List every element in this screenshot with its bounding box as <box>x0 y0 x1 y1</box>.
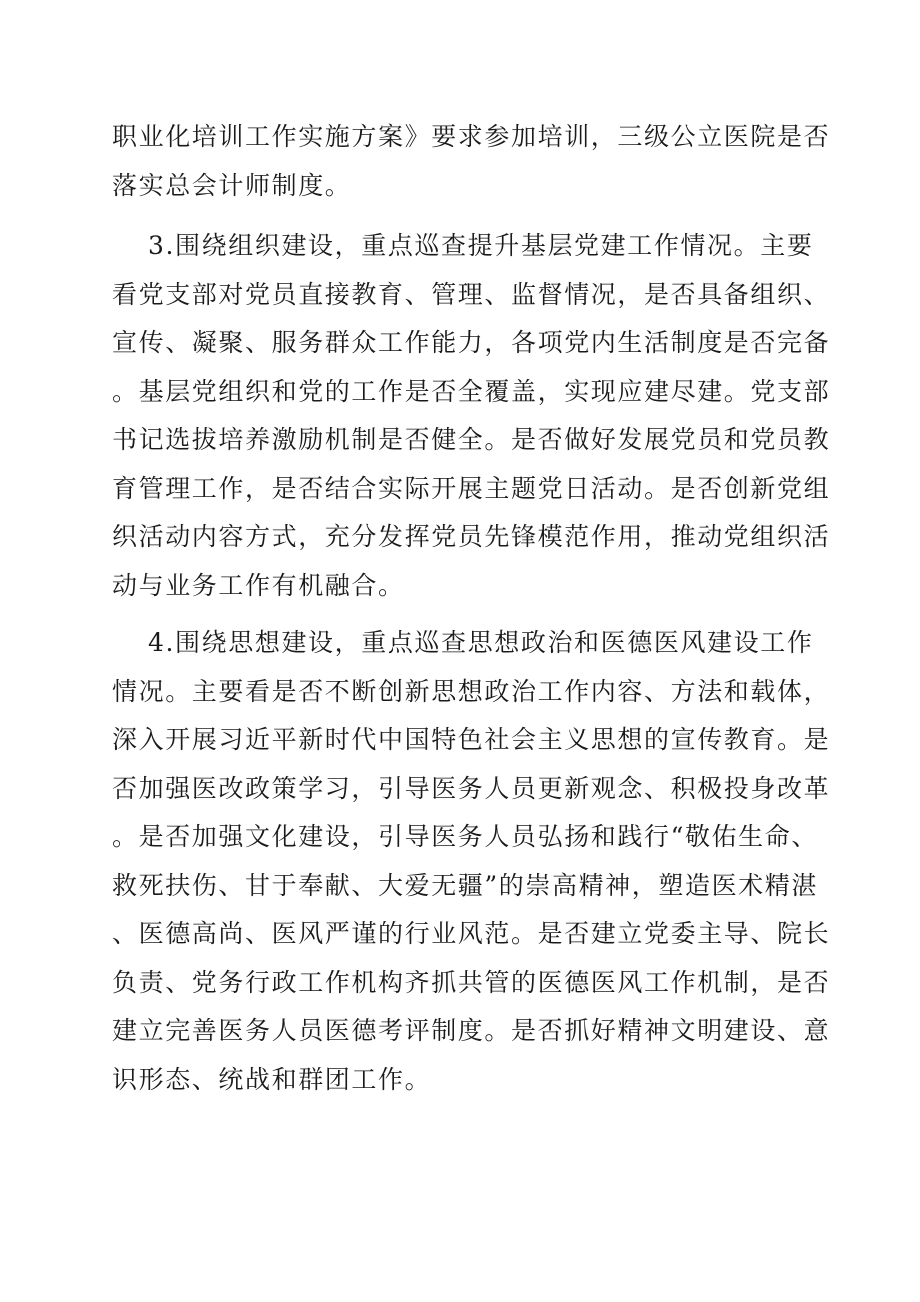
paragraph-organization-building <box>112 222 831 610</box>
paragraph-line: 育管理工作，是否结合实际开展主题党日活动。是否创新党组 <box>112 473 831 503</box>
paragraph-line: 识形态、统战和群团工作。 <box>112 1064 432 1094</box>
paragraph-line: 。是否加强文化建设，引导医务人员弘扬和践行“敬佑生命、 <box>112 822 818 851</box>
paragraph-line: 建立完善医务人员医德考评制度。是否抓好精神文明建设、意 <box>112 1016 831 1045</box>
paragraph-line: 落实总会计师制度。 <box>112 170 352 200</box>
paragraph-line: 书记选拔培养激励机制是否健全。是否做好发展党员和党员教 <box>112 425 831 454</box>
paragraph-line: 深入开展习近平新时代中国特色社会主义思想的宣传教育。是 <box>112 725 831 754</box>
paragraph-line: 织活动内容方式，充分发挥党员先锋模范作用，推动党组织活 <box>112 522 831 551</box>
paragraph-line: 否加强医改政策学习，引导医务人员更新观念、积极投身改革 <box>112 773 831 803</box>
paragraph-line: 职业化培训工作实施方案》要求参加培训，三级公立医院是否 <box>112 122 831 151</box>
paragraph-line: 宣传、凝聚、服务群众工作能力，各项党内生活制度是否完备 <box>112 328 831 357</box>
paragraph-line: 动与业务工作有机融合。 <box>112 570 405 600</box>
paragraph-ideological-building <box>112 619 831 1104</box>
paragraph-line: 情况。主要看是否不断创新思想政治工作内容、方法和载体， <box>112 676 831 706</box>
paragraph-continued <box>112 113 831 210</box>
paragraph-line: 负责、党务行政工作机构齐抓共管的医德医风工作机制，是否 <box>112 967 831 997</box>
paragraph-line: 3.围绕组织建设，重点巡查提升基层党建工作情况。主要 <box>148 231 814 260</box>
paragraph-line: 看党支部对党员直接教育、管理、监督情况，是否具备组织、 <box>112 279 831 309</box>
paragraph-line: 。基层党组织和党的工作是否全覆盖，实现应建尽建。党支部 <box>112 376 831 406</box>
paragraph-line: 、医德高尚、医风严谨的行业风范。是否建立党委主导、院长 <box>112 919 831 948</box>
paragraph-line: 救死扶伤、甘于奉献、大爱无疆”的崇高精神，塑造医术精湛 <box>112 870 818 900</box>
paragraph-line: 4.围绕思想建设，重点巡查思想政治和医德医风建设工作 <box>148 628 814 657</box>
